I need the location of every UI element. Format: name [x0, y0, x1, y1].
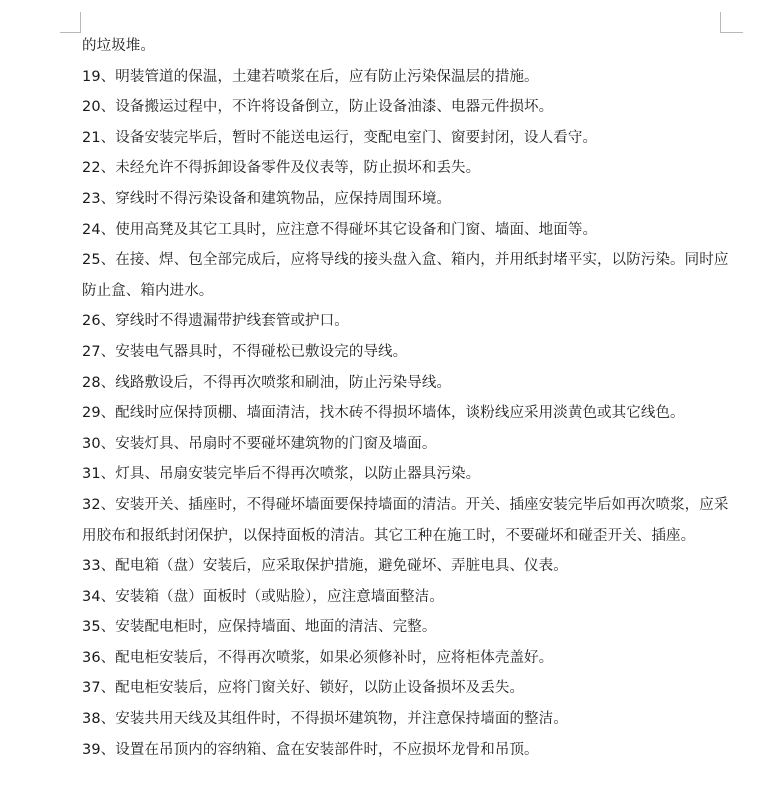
paragraph: 19、明装管道的保温，土建若喷浆在后，应有防止污染保温层的措施。: [82, 68, 539, 85]
paragraph: 21、设备安装完毕后，暂时不能送电运行，变配电室门、窗要封闭，设人看守。: [82, 129, 598, 146]
paragraph: 28、线路敷设后，不得再次喷浆和刷油，防止污染导线。: [82, 374, 452, 391]
paragraph: 33、配电箱（盘）安装后，应采取保护措施，避免碰坏、弄脏电具、仪表。: [82, 558, 568, 575]
crop-mark-top-left: [60, 12, 81, 33]
paragraph: 20、设备搬运过程中，不许将设备倒立，防止设备油漆、电器元件损坏。: [82, 99, 554, 116]
document-body[interactable]: [82, 31, 742, 765]
paragraph: 36、配电柜安装后，不得再次喷浆，如果必须修补时，应将柜体壳盖好。: [82, 649, 554, 666]
paragraph: 24、使用高凳及其它工具时，应注意不得碰坏其它设备和门窗、墙面、地面等。: [82, 221, 598, 238]
paragraph: 27、安装电气器具时，不得碰松已敷设完的导线。: [82, 343, 408, 360]
paragraph: 32、安装开关、插座时，不得碰坏墙面要保持墙面的清洁。开关、插座安装完毕后如再次喷浆，应采用胶布和报纸封闭保护，以保持面板的清洁。其它工种在施工时，不要碰坏和碰歪开关、插座。: [82, 496, 729, 544]
paragraph: 29、配线时应保持顶棚、墙面清洁，找木砖不得损坏墙体，谈粉线应采用淡黄色或其它线色。: [82, 405, 685, 422]
paragraph: 35、安装配电柜时，应保持墙面、地面的清洁、完整。: [82, 619, 437, 636]
crop-mark-top-right: [720, 12, 743, 33]
paragraph: 38、安装共用天线及其组件时，不得损坏建筑物，并注意保持墙面的整洁。: [82, 711, 568, 728]
paragraph: 23、穿线时不得污染设备和建筑物品，应保持周围环境。: [82, 190, 452, 207]
paragraph: 25、在接、焊、包全部完成后，应将导线的接头盘入盒、箱内，并用纸封堵平实，以防污染。同时应防止盒、箱内进水。: [82, 252, 729, 299]
paragraph: 39、设置在吊顶内的容纳箱、盒在安装部件时，不应损坏龙骨和吊顶。: [82, 741, 539, 758]
paragraph: 31、灯具、吊扇安装完毕后不得再次喷浆，以防止器具污染。: [82, 466, 481, 483]
paragraph: 22、未经允许不得拆卸设备零件及仪表等，防止损坏和丢失。: [82, 160, 481, 177]
paragraph: 34、安装箱（盘）面板时（或贴脸），应注意墙面整洁。: [82, 588, 444, 605]
paragraph: 的垃圾堆。: [82, 38, 155, 54]
paragraph: 26、穿线时不得遗漏带护线套管或护口。: [82, 313, 349, 330]
paragraph: 30、安装灯具、吊扇时不要碰坏建筑物的门窗及墙面。: [82, 435, 437, 452]
paragraph: 37、配电柜安装后，应将门窗关好、锁好，以防止设备损坏及丢失。: [82, 680, 525, 697]
